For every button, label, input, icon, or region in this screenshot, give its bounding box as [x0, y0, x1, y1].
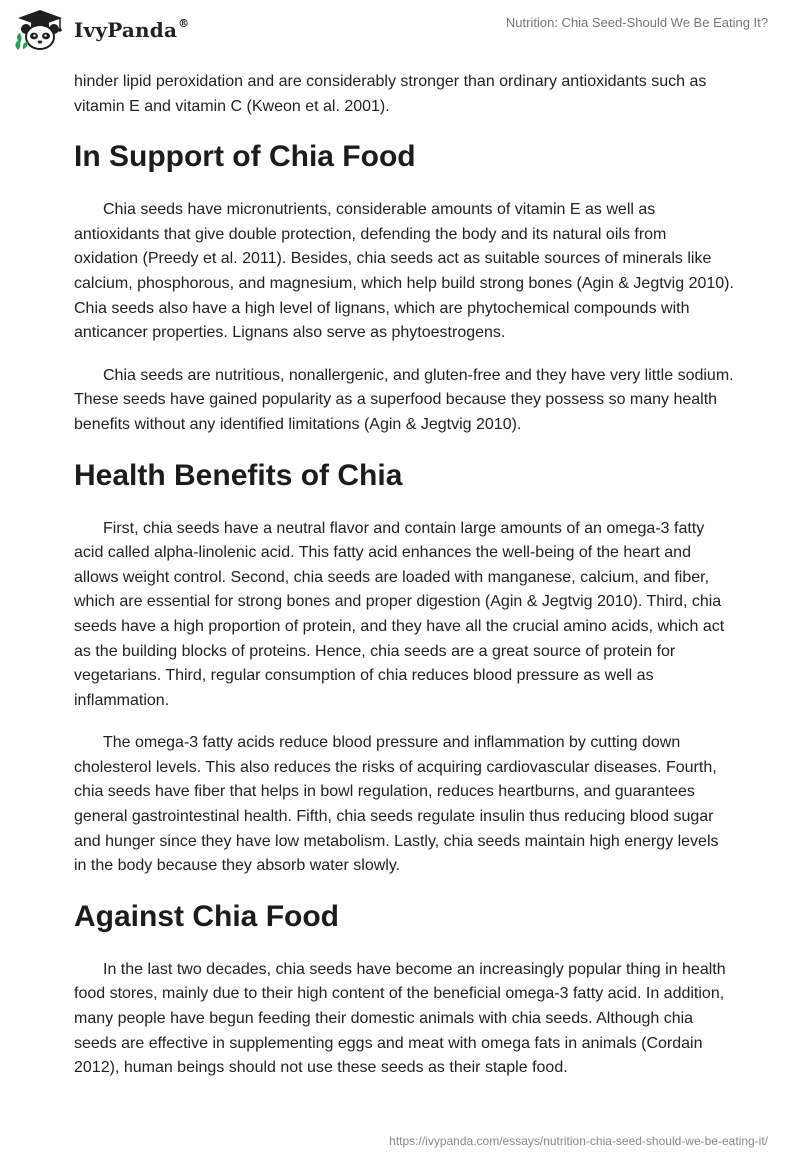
brand-name [74, 18, 189, 42]
paragraph: The omega-3 fatty acids reduce blood pressure and inflammation by cutting down cholesterol levels. This also reduces the risks of acquiring cardiovascular diseases. Fourth, chia seeds have fiber that helps in bowl regulation, reduces heartburns, and guarantees general gastrointestinal health. Fifth, chia seeds regulate insulin thus reducing blood sugar and hunger since they have low metabolism. Lastly, chia seeds maintain high energy levels in the body because they absorb water slowly. [74, 734, 719, 875]
source-url-link[interactable]: https://ivypanda.com/essays/nutrition-chia-seed-should-we-be-eating-it/ [389, 1134, 768, 1148]
section-heading: Against Chia Food [74, 899, 339, 933]
ivypanda-logo[interactable] [14, 9, 189, 51]
panda-graduate-icon [14, 9, 66, 51]
paragraph: Chia seeds have micronutrients, considerable amounts of vitamin E as well as antioxidants that give double protection, defending the body and its natural oils from oxidation (Preedy et al. 2011). Besides, chia seeds act as suitable sources of minerals like calcium, phosphorous, and magnesium, which help build strong bones (Agin & Jegtvig 2010). Chia seeds also have a high level of lignans, which are phytochemical compounds with anticancer properties. Lignans also serve as phytoestrogens. [74, 201, 734, 342]
brand-text: IvyPanda [74, 18, 178, 42]
section-heading: Health Benefits of Chia [74, 458, 403, 492]
essay-content [74, 70, 734, 1081]
section-heading: In Support of Chia Food [74, 140, 416, 174]
document-title: Nutrition: Chia Seed-Should We Be Eating It? [505, 15, 768, 30]
paragraph: Chia seeds are nutritious, nonallergenic, and gluten-free and they have very little sodium. These seeds have gained popularity as a superfood because they possess so many health benefits without any identified limitations (Agin & Jegtvig 2010). [74, 366, 734, 433]
registered-mark: ® [178, 17, 190, 30]
paragraph: First, chia seeds have a neutral flavor and contain large amounts of an omega-3 fatty acid called alpha-linolenic acid. This fatty acid enhances the well-being of the heart and allows weight control. Second, chia seeds are loaded with manganese, calcium, and fiber, which are essential for strong bones and proper digestion (Agin & Jegtvig 2010). Third, chia seeds have a high proportion of protein, and they have all the crucial amino acids, which act as the building blocks of proteins. Hence, chia seeds are a great source of protein for vegetarians. Third, regular consumption of chia reduces blood pressure as well as inflammation. [74, 519, 725, 709]
paragraph: In the last two decades, chia seeds have become an increasingly popular thing in health food stores, mainly due to their high content of the beneficial omega-3 fatty acid. In addition, many people have begun feeding their domestic animals with chia seeds. Although chia seeds are effective in supplementing eggs and meat with omega fats in animals (Cordain 2012), human beings should not use these seeds as their staple food. [74, 960, 726, 1077]
page-header [0, 0, 800, 70]
paragraph: hinder lipid peroxidation and are considerably stronger than ordinary antioxidants such as vitamin E and vitamin C (Kweon et al. 2001). [74, 73, 707, 115]
